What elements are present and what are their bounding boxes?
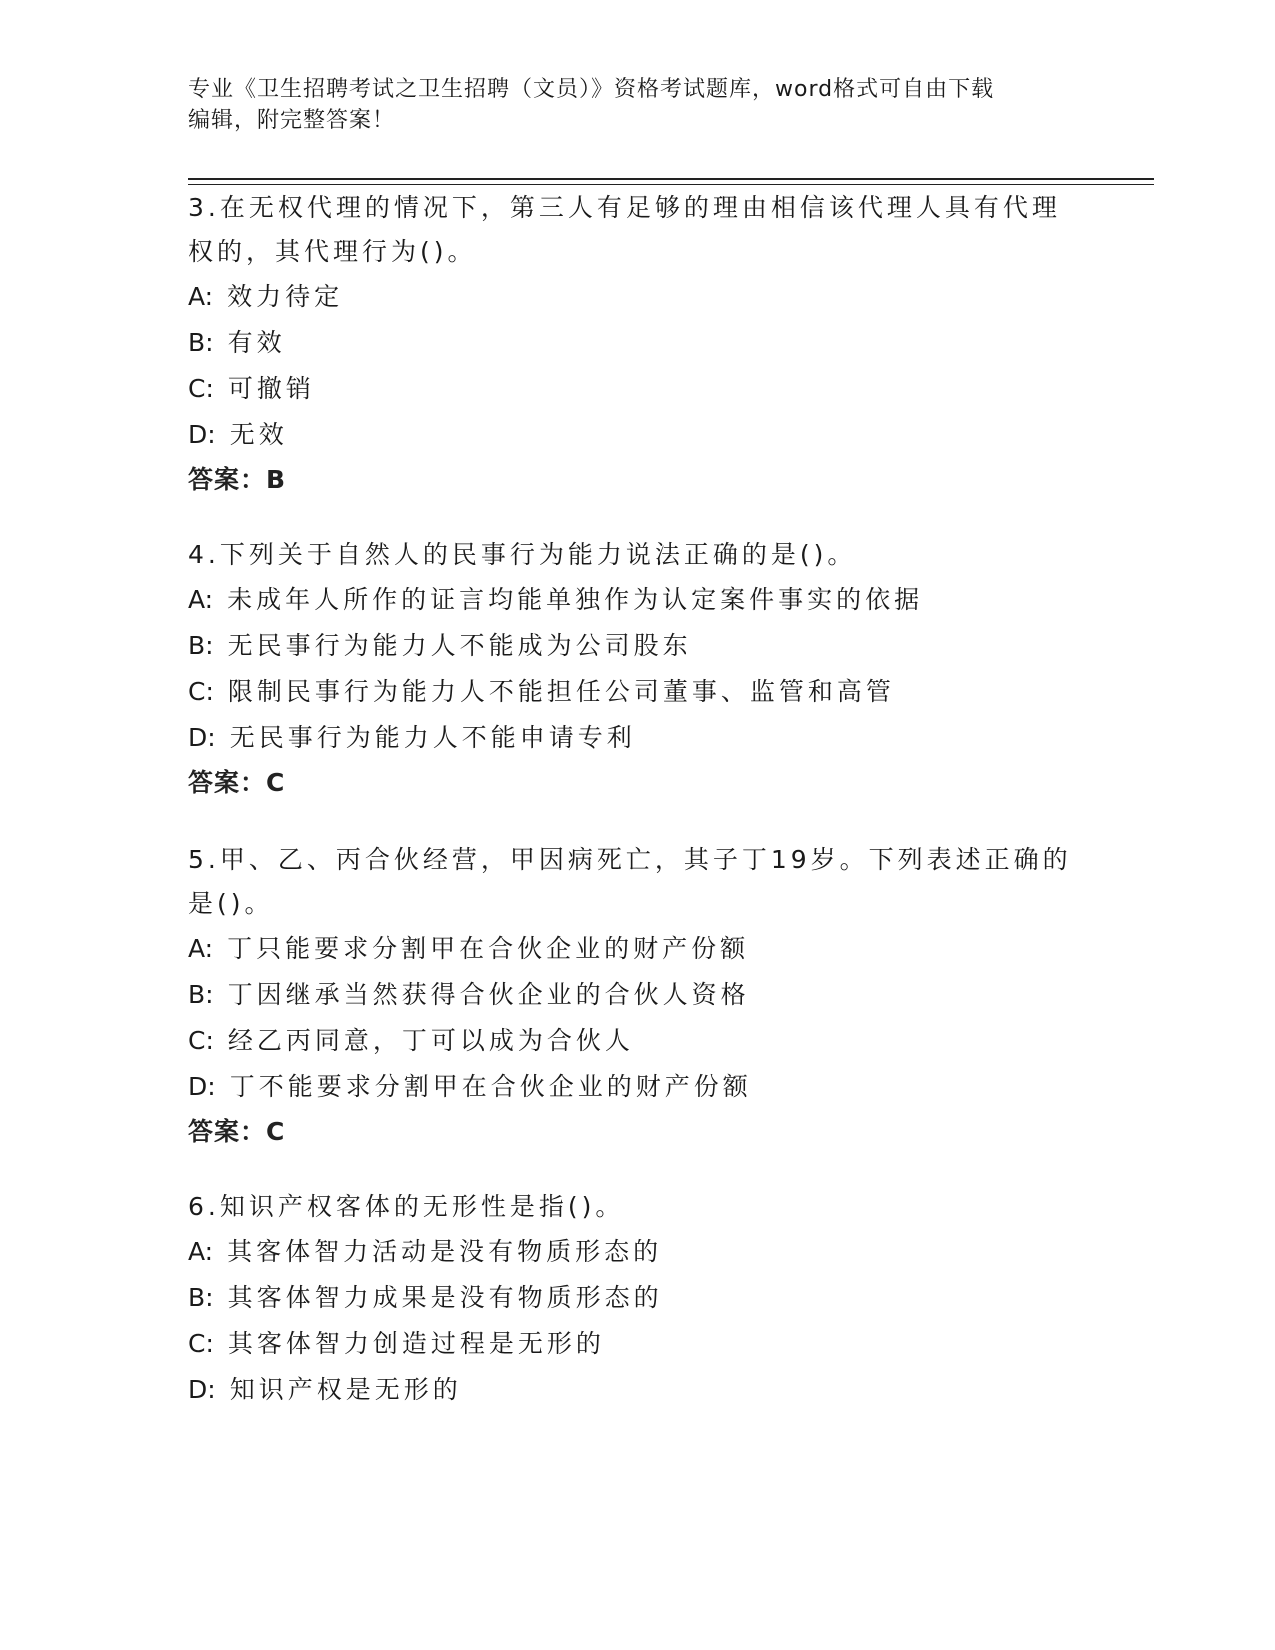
answer-label: 答案：B: [188, 465, 287, 494]
option-text: 丁因继承当然获得合伙企业的合伙人资格: [227, 980, 750, 1009]
option-key: D:: [188, 1375, 216, 1404]
option-text: 无效: [229, 420, 288, 449]
header-line-1: 专业《卫生招聘考试之卫生招聘（文员）》资格考试题库，word格式可自由下载: [188, 77, 995, 102]
option-text: 无民事行为能力人不能成为公司股东: [227, 631, 692, 660]
document-header: [188, 74, 1088, 136]
option-c: [188, 366, 1088, 412]
option-key: D:: [188, 1072, 216, 1101]
option-d: [188, 715, 1088, 761]
option-d: [188, 1064, 1088, 1110]
option-text: 经乙丙同意，丁可以成为合伙人: [227, 1026, 634, 1055]
option-text: 其客体智力活动是没有物质形态的: [227, 1237, 663, 1266]
question-4: [188, 533, 1088, 805]
header-line-2: 编辑，附完整答案！: [188, 108, 396, 133]
option-a: [188, 926, 1088, 972]
question-text-line-2: 是()。: [188, 889, 274, 918]
option-d: [188, 1367, 1088, 1413]
option-key: B:: [188, 1283, 214, 1312]
option-key: C:: [188, 374, 214, 403]
option-text: 有效: [227, 328, 286, 357]
option-key: C:: [188, 1329, 214, 1358]
option-key: A:: [188, 585, 214, 614]
option-a: [188, 1229, 1088, 1275]
option-text: 效力待定: [227, 282, 344, 311]
question-6: [188, 1185, 1088, 1413]
option-c: [188, 669, 1088, 715]
option-key: A:: [188, 282, 214, 311]
option-text: 未成年人所作的证言均能单独作为认定案件事实的依据: [227, 585, 924, 614]
option-b: [188, 1275, 1088, 1321]
option-b: [188, 972, 1088, 1018]
question-text-line-1: 5.甲、乙、丙合伙经营，甲因病死亡，其子丁19岁。下列表述正确的: [188, 845, 1072, 874]
option-b: [188, 623, 1088, 669]
question-text-line-1: 6.知识产权客体的无形性是指()。: [188, 1192, 625, 1221]
option-key: B:: [188, 631, 214, 660]
option-key: C:: [188, 1026, 214, 1055]
option-b: [188, 320, 1088, 366]
option-key: C:: [188, 677, 214, 706]
header-divider-thick: [188, 178, 1154, 180]
option-a: [188, 577, 1088, 623]
question-3: [188, 186, 1088, 502]
option-text: 其客体智力创造过程是无形的: [227, 1329, 605, 1358]
answer-label: 答案：C: [188, 1117, 286, 1146]
header-divider-thin: [188, 184, 1154, 185]
option-text: 其客体智力成果是没有物质形态的: [227, 1283, 663, 1312]
option-text: 丁不能要求分割甲在合伙企业的财产份额: [229, 1072, 752, 1101]
option-c: [188, 1321, 1088, 1367]
option-key: A:: [188, 934, 214, 963]
option-key: B:: [188, 328, 214, 357]
option-c: [188, 1018, 1088, 1064]
option-text: 限制民事行为能力人不能担任公司董事、监管和高管: [227, 677, 895, 706]
option-a: [188, 274, 1088, 320]
option-text: 可撤销: [227, 374, 315, 403]
question-text-line-1: 3.在无权代理的情况下，第三人有足够的理由相信该代理人具有代理: [188, 193, 1061, 222]
answer-label: 答案：C: [188, 768, 286, 797]
option-key: D:: [188, 723, 216, 752]
option-key: B:: [188, 980, 214, 1009]
option-text: 丁只能要求分割甲在合伙企业的财产份额: [227, 934, 750, 963]
option-key: D:: [188, 420, 216, 449]
option-text: 知识产权是无形的: [229, 1375, 462, 1404]
question-text-line-1: 4.下列关于自然人的民事行为能力说法正确的是()。: [188, 540, 857, 569]
option-d: [188, 412, 1088, 458]
option-key: A:: [188, 1237, 214, 1266]
question-text-line-2: 权的，其代理行为()。: [188, 237, 477, 266]
option-text: 无民事行为能力人不能申请专利: [229, 723, 636, 752]
question-5: [188, 838, 1088, 1154]
